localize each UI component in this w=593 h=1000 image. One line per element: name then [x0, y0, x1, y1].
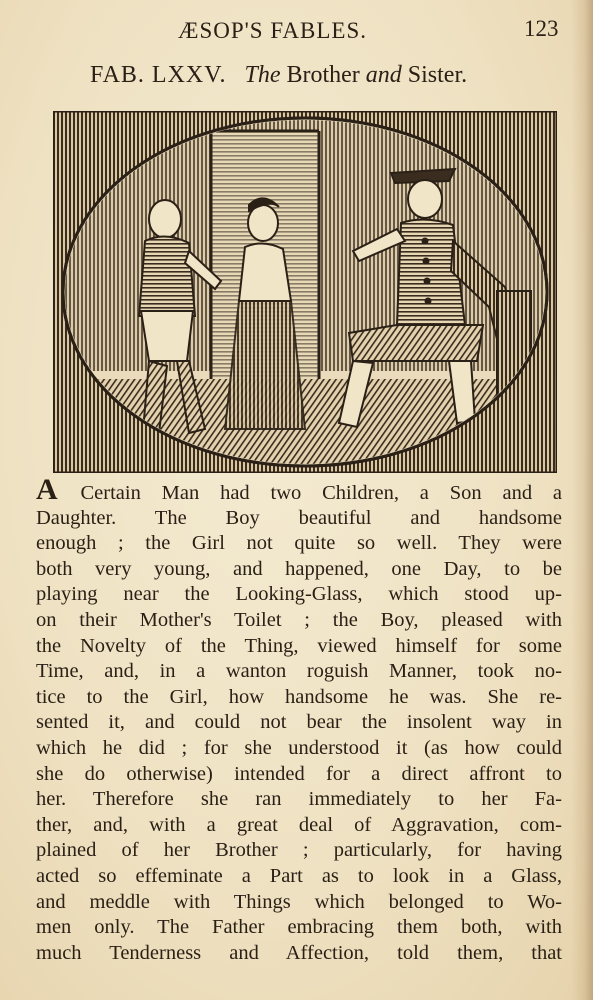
text-line-9: tice to the Girl, how handsome he was. She re- — [36, 685, 562, 708]
text-line-18: men only. The Father embracing them both, with — [36, 916, 562, 939]
text-line-4: both very young, and happened, one Day, to be — [36, 557, 562, 580]
text-line-3: enough ; the Girl not quite so well. They were — [36, 532, 562, 555]
fable-title-word-1: The — [244, 62, 281, 88]
text-line-19: much Tenderness and Affection, told them, that — [36, 941, 562, 964]
text-line-17: and meddle with Things which belonged to Wo- — [36, 890, 562, 913]
text-line-10: sented it, and could not bear the insolent way in — [36, 711, 562, 734]
woodcut-illustration-icon — [53, 111, 557, 473]
drop-cap: A — [36, 473, 58, 506]
woodcut-illustration — [53, 111, 557, 473]
text-line-15: plained of her Brother ; particularly, for having — [36, 839, 562, 862]
text-line-1-content: Certain Man had two Children, a Son and a — [59, 482, 562, 504]
text-line-7: the Novelty of the Thing, viewed himself for some — [36, 634, 562, 657]
text-line-11: which he did ; for she understood it (as how could — [36, 736, 562, 759]
fable-title-word-4: Sister. — [407, 62, 468, 88]
text-line-12: she do otherwise) intended for a direct affront to — [36, 762, 562, 785]
fable-title-word-3: and — [365, 62, 402, 88]
fable-number: FAB. LXXV. — [90, 62, 227, 88]
running-head-title: ÆSOP'S FABLES. — [178, 18, 368, 43]
text-line-13: her. Therefore she ran immediately to her Fa- — [36, 788, 562, 811]
running-head — [0, 12, 593, 46]
fable-title-word-2: Brother — [286, 62, 360, 88]
text-line-1 — [36, 473, 562, 506]
fable-text — [36, 473, 562, 966]
text-line-16: acted so effeminate a Part as to look in a Glass, — [36, 864, 562, 887]
page-number: 123 — [524, 16, 559, 41]
text-line-8: Time, and, in a wanton roguish Manner, took no- — [36, 660, 562, 683]
page-edge-shadow — [571, 0, 593, 1000]
text-line-5: playing near the Looking-Glass, which stood up- — [36, 583, 562, 606]
fable-heading — [90, 62, 570, 96]
text-line-6: on their Mother's Toilet ; the Boy, pleased with — [36, 608, 562, 631]
text-line-2: Daughter. The Boy beautiful and handsome — [36, 506, 562, 529]
text-line-14: ther, and, with a great deal of Aggravation, com- — [36, 813, 562, 836]
